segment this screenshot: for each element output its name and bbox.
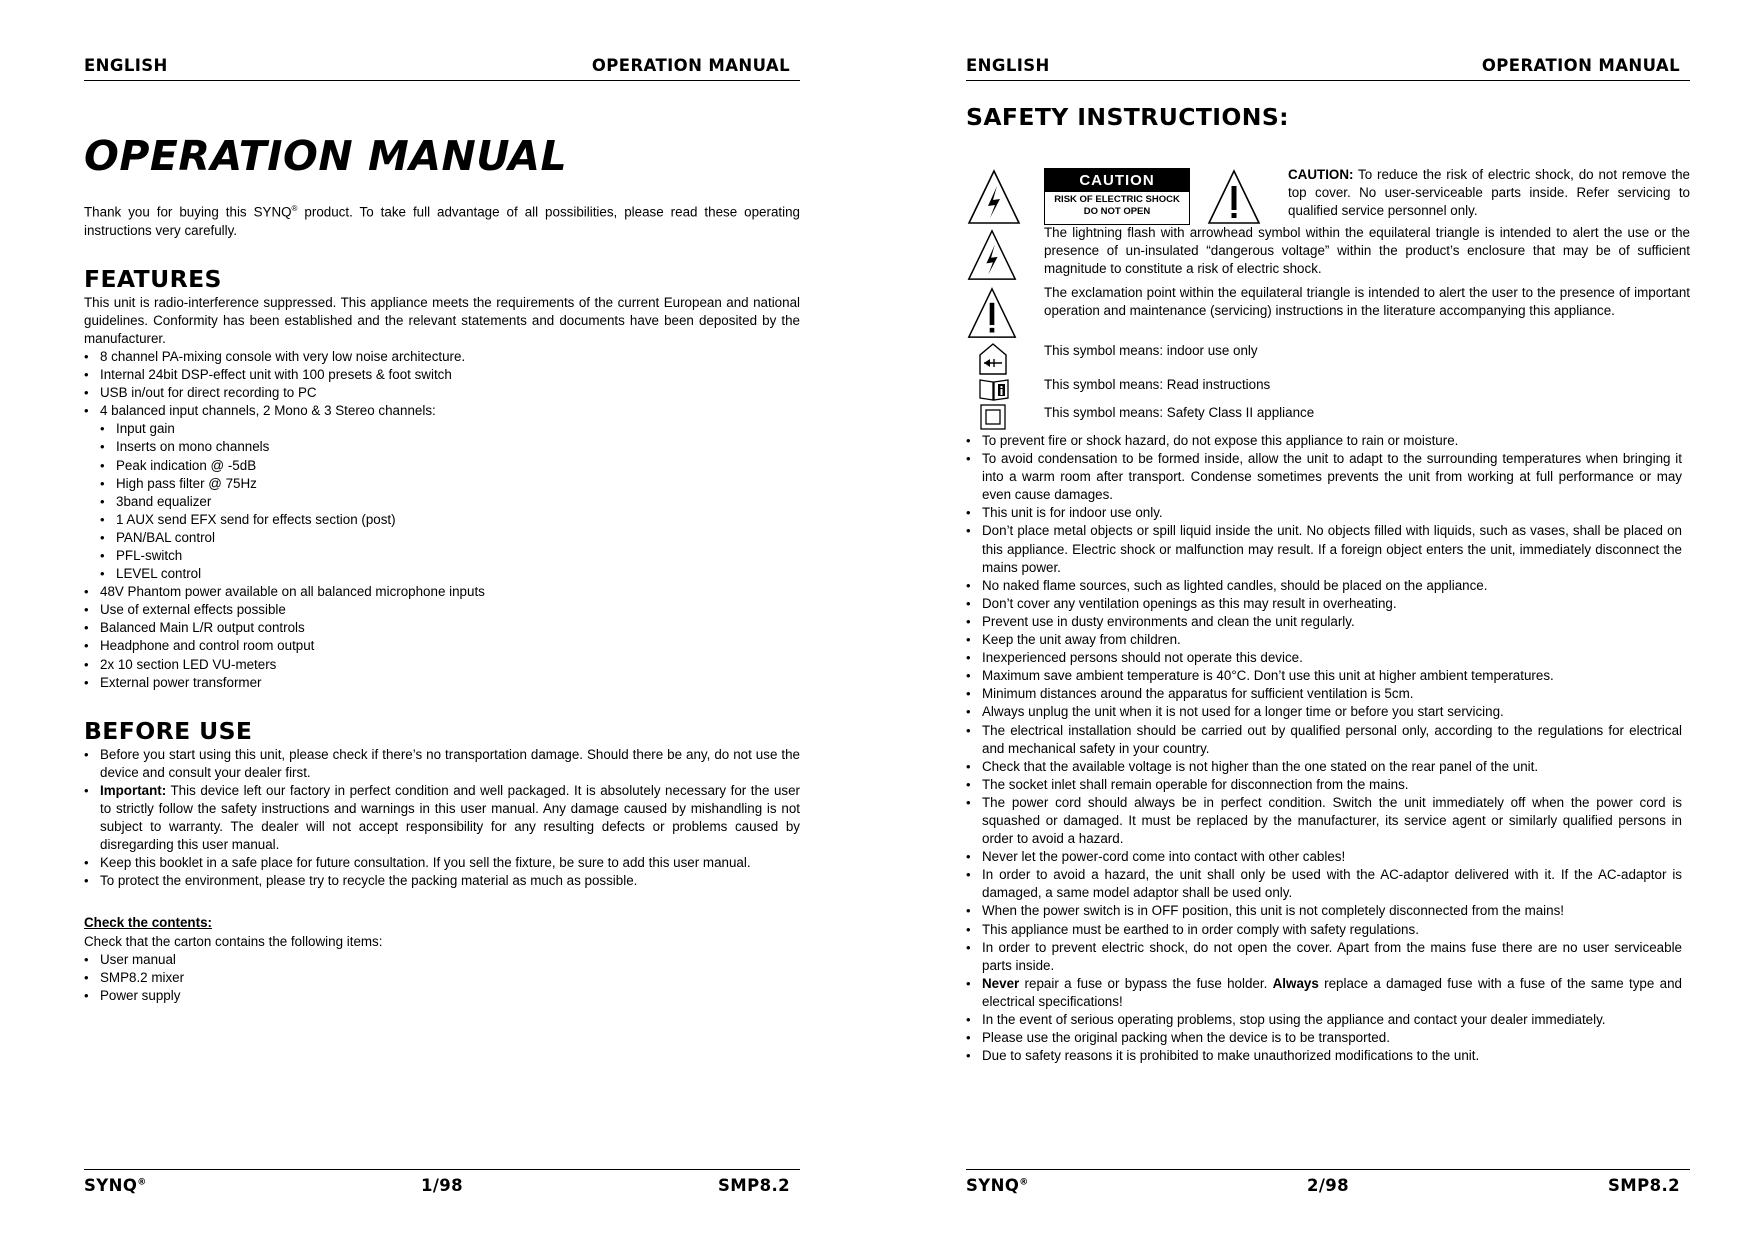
list-item: • No naked flame sources, such as lighted candles, should be placed on the appliance. [966,577,1682,595]
footer-brand: SYNQ® [84,1176,147,1195]
document-title: OPERATION MANUAL [84,132,568,180]
list-item: • 8 channel PA-mixing console with very low noise architecture. [84,348,800,366]
list-item: • Headphone and control room output [84,637,800,655]
list-item: • 2x 10 section LED VU-meters [84,656,800,674]
contents-list [84,951,800,1005]
exclamation-explanation: The exclamation point within the equilateral triangle is intended to alert the user to the presence of important operation and maintenance (servicing) instructions in the literature accompanying this appliance. [1044,285,1690,319]
list-item: • External power transformer [84,674,800,692]
list-item: • When the power switch is in OFF position, this unit is not completely disconnected from the mains! [966,902,1682,920]
safety-heading: SAFETY INSTRUCTIONS: [966,103,1289,131]
list-item: • Please use the original packing when the device is to be transported. [966,1029,1682,1047]
list-item: • In order to avoid a hazard, the unit shall only be used with the AC-adaptor delivered with it. If the AC-adaptor is damaged, a same model adaptor shall be used only. [966,866,1682,902]
list-item: • Inserts on mono channels [84,438,800,456]
footer-model: SMP8.2 [717,1176,790,1195]
list-item: • This unit is for indoor use only. [966,504,1682,522]
features-paragraph: This unit is radio-interference suppressed. This appliance meets the requirements of the current European and national guidelines. Conformity has been established and the relevant statements and documents have been deposited by the manufacturer. [84,294,800,346]
list-item: • Never repair a fuse or bypass the fuse holder. Always replace a damaged fuse with a fuse of the same type and electrical specifications! [966,975,1682,1011]
list-item: • 3band equalizer [84,493,800,511]
lightning-explanation: The lightning flash with arrowhead symbol within the equilateral triangle is intended to alert the use or the presence of un-insulated “dangerous voltage” within the product’s enclosure that may be of sufficient magnitude to constitute a risk of electric shock. [1044,225,1690,277]
right-content [966,102,1690,1065]
list-item: • To avoid condensation to be formed inside, allow the unit to adapt to the surrounding temperatures when bringing it into a warm room after transport. Condense sometimes prevents the unit from working at full performance or may even cause damages. [966,450,1682,504]
list-item: • To prevent fire or shock hazard, do not expose this appliance to rain or moisture. [966,432,1682,450]
list-item: • Internal 24bit DSP-effect unit with 100 presets & foot switch [84,366,800,384]
footer-page-number: 1/98 [420,1176,464,1195]
page-footer [84,1169,800,1200]
list-item: • The socket inlet shall remain operable for disconnection from the mains. [966,776,1682,794]
list-item: • Inexperienced persons should not operate this device. [966,649,1682,667]
list-item: • Due to safety reasons it is prohibited to make unauthorized modifications to the unit. [966,1047,1682,1065]
list-item: • 48V Phantom power available on all balanced microphone inputs [84,583,800,601]
header-title: OPERATION MANUAL [1481,56,1680,75]
features-list-continued [84,583,800,692]
caution-badge: CAUTION RISK OF ELECTRIC SHOCK DO NOT OPEN [1044,168,1190,225]
read-instructions-icon [978,376,1010,402]
list-item: • Balanced Main L/R output controls [84,619,800,637]
left-content [84,130,800,1005]
page-right [966,0,1690,1240]
indoor-use-icon [978,342,1008,376]
list-item: • PFL-switch [84,547,800,565]
safety-list [966,432,1682,1065]
lightning-triangle-icon [966,168,1022,226]
list-item: • LEVEL control [84,565,800,583]
page-left [84,0,800,1240]
list-item: • 4 balanced input channels, 2 Mono & 3 Stereo channels: [84,402,800,420]
list-item: • The electrical installation should be carried out by qualified personal only, according to the regulations for electrical and mechanical safety in your country. [966,722,1682,758]
page-header [84,54,800,81]
list-item: • User manual [84,951,800,969]
page-footer [966,1169,1690,1200]
footer-model: SMP8.2 [1607,1176,1680,1195]
footer-page-number: 2/98 [1306,1176,1350,1195]
footer-brand: SYNQ® [966,1176,1029,1195]
channel-features-sublist [84,420,800,583]
list-item: • SMP8.2 mixer [84,969,800,987]
list-item: • Peak indication @ -5dB [84,457,800,475]
check-contents-text: Check that the carton contains the following items: [84,933,383,949]
lightning-triangle-icon [966,228,1018,282]
features-heading: FEATURES [84,264,222,293]
list-item: • Power supply [84,987,800,1005]
list-item: • Minimum distances around the apparatus for sufficient ventilation is 5cm. [966,685,1682,703]
list-item: • Prevent use in dusty environments and clean the unit regularly. [966,613,1682,631]
list-item: • Maximum save ambient temperature is 40°C. Don’t use this unit at higher ambient temperatures. [966,667,1682,685]
before-use-list [84,746,800,891]
intro-paragraph: Thank you for buying this SYNQ® product. To take full advantage of all possibilities, please read these operating instructions very carefully. [84,204,800,238]
list-item: • Never let the power-cord come into contact with other cables! [966,848,1682,866]
list-item: • The power cord should always be in perfect condition. Switch the unit immediately off when the power cord is squashed or damaged. It must be replaced by the manufacturer, its service agent or similarly qualified persons in order to avoid a hazard. [966,794,1682,848]
list-item: • In the event of serious operating problems, stop using the appliance and contact your dealer immediately. [966,1011,1682,1029]
indoor-use-text: This symbol means: indoor use only [1044,343,1258,358]
features-list [84,348,800,420]
list-item: • Check that the available voltage is not higher than the one stated on the rear panel of the unit. [966,758,1682,776]
list-item: • Input gain [84,420,800,438]
list-item: • Don’t place metal objects or spill liquid inside the unit. No objects filled with liquids, such as vases, shall be placed on this appliance. Electric shock or malfunction may result. If a foreign object enters the unit, immediately disconnect the mains power. [966,522,1682,576]
list-item: • Use of external effects possible [84,601,800,619]
read-instructions-text: This symbol means: Read instructions [1044,377,1271,392]
list-item: • Don’t cover any ventilation openings as this may result in overheating. [966,595,1682,613]
list-item: • Keep the unit away from children. [966,631,1682,649]
class-ii-text: This symbol means: Safety Class II appliance [1044,405,1315,420]
header-title: OPERATION MANUAL [591,56,790,75]
exclamation-triangle-icon [1206,168,1262,226]
caution-text: CAUTION: To reduce the risk of electric shock, do not remove the top cover. No user-serviceable parts inside. Refer servicing to qualified service personnel only. [1288,167,1690,219]
header-language: ENGLISH [966,56,1050,75]
list-item: • Keep this booklet in a safe place for future consultation. If you sell the fixture, be sure to add this user manual. [84,854,800,872]
safety-symbols [966,132,1690,432]
exclamation-triangle-icon [966,286,1018,340]
list-item: • High pass filter @ 75Hz [84,475,800,493]
check-contents-heading: Check the contents: [84,915,212,931]
before-use-heading: BEFORE USE [84,716,253,745]
header-language: ENGLISH [84,56,168,75]
page-header [966,54,1690,81]
list-item: • To protect the environment, please try to recycle the packing material as much as possible. [84,872,800,890]
class-ii-icon [980,404,1006,430]
list-item: • In order to prevent electric shock, do not open the cover. Apart from the mains fuse there are no user serviceable parts inside. [966,939,1682,975]
list-item: • This appliance must be earthed to in order comply with safety regulations. [966,921,1682,939]
list-item: • Important: This device left our factory in perfect condition and well packaged. It is absolutely necessary for the user to strictly follow the safety instructions and warnings in this user manual. Any damage caused by mishandling is not subject to warranty. The dealer will not accept responsibility for any resulting defects or problems caused by disregarding this user manual. [84,782,800,854]
list-item: • Always unplug the unit when it is not used for a longer time or before you start servicing. [966,703,1682,721]
list-item: • 1 AUX send EFX send for effects section (post) [84,511,800,529]
list-item: • PAN/BAL control [84,529,800,547]
list-item: • Before you start using this unit, please check if there’s no transportation damage. Should there be any, do not use the device and consult your dealer first. [84,746,800,782]
list-item: • USB in/out for direct recording to PC [84,384,800,402]
